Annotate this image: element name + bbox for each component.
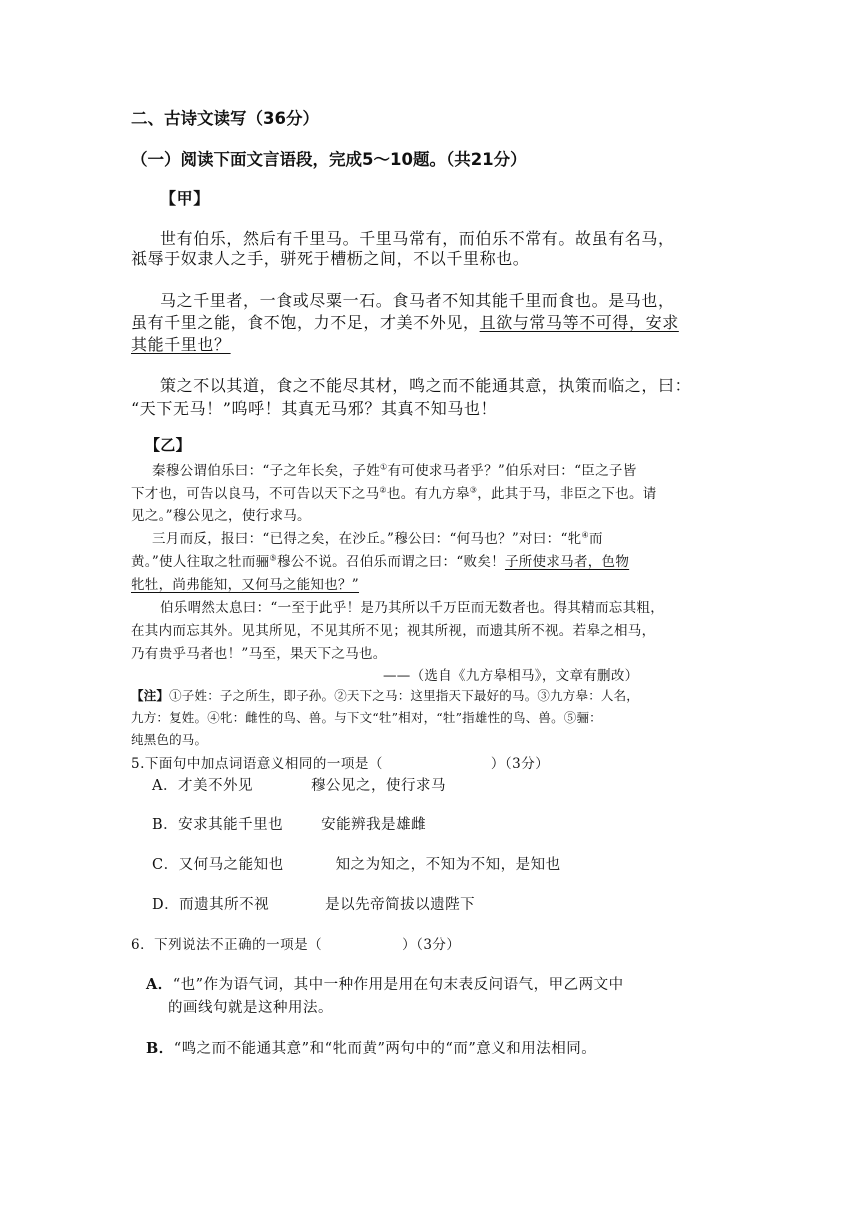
yi-line1 [152, 459, 637, 479]
yi-line7: 伯乐喟然太息曰：“一至于此乎！是乃其所以千万臣而无数者也。得其精而忘其粗， [160, 600, 665, 616]
yi-underlined-sentence-part2: 牝牡，尚弗能知，又何马之能知也？” [131, 577, 360, 593]
jia-p2-line2 [131, 310, 679, 333]
jia-p1-line1: 世有伯乐，然后有千里马。千里马常有，而伯乐不常有。故虽有名马， [160, 229, 675, 248]
notes-line1-text: ①子姓：子之所生，即子孙。②天下之马：这里指天下最好的马。③九方皋：人名， [169, 688, 640, 703]
q5-option-a-left: A．才美不外见 [152, 778, 253, 794]
yi-underlined-sentence-part1: 子所使求马者，色物 [504, 554, 630, 570]
q5-stem-text: 5.下面句中加点词语意义相同的一项是（ [131, 756, 383, 772]
q5-option-b-left: B．安求其能千里也 [152, 817, 284, 833]
section-title: 二、古诗文读写（36分） [131, 109, 319, 128]
yi-line1-a: 秦穆公谓伯乐曰：“子之年长矣，子姓 [152, 463, 381, 479]
jia-p2-line1: 马之千里者，一食或尽粟一石。食马者不知其能千里而食也。是马也， [160, 291, 675, 310]
yi-line2-c: ，此其于马，非臣之下也。请 [477, 486, 657, 502]
q5-option-b [152, 813, 426, 834]
jia-p2-line2-plain: 虽有千里之能，食不饱，力不足，才美不外见， [131, 313, 480, 332]
q5-option-c-right: 知之为知之，不知为不知，是知也 [335, 857, 561, 873]
q6-option-a-label: A． [146, 976, 173, 993]
yi-line1-b: 有可使求马者乎？”伯乐对曰：“臣之子皆 [387, 463, 637, 479]
q6-option-a-line2: 的画线句就是这种用法。 [168, 1000, 333, 1016]
q5-option-c [152, 853, 561, 874]
yi-line3: 见之。”穆公见之，使行求马。 [131, 508, 311, 524]
q5-option-d-left: D．而遗其所不视 [152, 897, 270, 913]
q6-stem-tail: ）（3分） [402, 937, 461, 953]
jia-label: 【甲】 [160, 189, 210, 208]
q6-option-b-text: “鸣之而不能通其意”和“牝而黄”两句中的“而”意义和用法相同。 [173, 1041, 597, 1057]
jia-p3-line1: 策之不以其道，食之不能尽其材，鸣之而不能通其意，执策而临之，曰： [160, 376, 692, 395]
q5-option-d-right: 是以先帝简拔以遗陛下 [325, 897, 476, 913]
notes-line3: 纯黑色的马。 [131, 732, 208, 747]
q6-stem [131, 933, 460, 953]
yi-line2 [131, 482, 657, 502]
q5-stem-tail: ）（3分） [490, 756, 550, 772]
q5-option-a [152, 774, 446, 795]
yi-line5-b: 穆公不说。召伯乐而谓之曰：“败矣！ [276, 554, 505, 570]
yi-line5 [131, 550, 629, 570]
note-ref-2: ② [379, 485, 387, 495]
yi-line2-b: 也。有九方皋 [386, 486, 470, 502]
notes-line2: 九方：复姓。④牝：雌性的鸟、兽。与下文“牡”相对，“牡”指雄性的鸟、兽。⑤骊： [131, 710, 602, 725]
q5-option-a-right: 穆公见之，使行求马 [310, 778, 446, 794]
jia-p3-line2: “天下无马！”呜呼！其真无马邪？其真不知马也！ [131, 399, 498, 418]
yi-line4-a: 三月而反，报曰：“已得之矣，在沙丘。”穆公曰：“何马也？”对曰：“牝 [152, 531, 582, 547]
yi-line4 [152, 527, 603, 547]
note-ref-4: ④ [581, 530, 589, 540]
yi-label: 【乙】 [145, 436, 191, 454]
q6-option-b [146, 1037, 596, 1058]
yi-line4-b: 而 [588, 531, 603, 547]
q6-option-a-line1 [146, 973, 624, 994]
q6-option-b-label: B． [146, 1040, 174, 1057]
yi-source: ——（选自《九方皋相马》，文章有删改） [383, 668, 639, 684]
q5-stem [131, 752, 549, 772]
jia-underlined-sentence-part2: 其能千里也？ [131, 335, 231, 354]
jia-p1-line2: 祗辱于奴隶人之手，骈死于槽枥之间，不以千里称也。 [131, 249, 530, 268]
notes-line1 [131, 686, 639, 704]
yi-line2-a: 下才也，可告以良马，不可告以天下之马 [131, 486, 380, 502]
note-ref-1: ① [380, 462, 388, 472]
notes-label: 【注】 [131, 688, 170, 703]
q5-option-b-right: 安能辨我是雄雌 [321, 817, 427, 833]
yi-line5-a: 黄。”使人往取之牡而骊 [131, 554, 270, 570]
note-ref-5: ⑤ [269, 553, 277, 563]
note-ref-3: ③ [469, 485, 478, 495]
yi-line8: 在其内而忘其外。见其所见，不见其所不见；视其所视，而遗其所不视。若皋之相马， [131, 623, 656, 639]
subsection-title: （一）阅读下面文言语段，完成5～10题。（共21分） [131, 150, 527, 169]
q6-stem-text: 6．下列说法不正确的一项是（ [131, 937, 323, 953]
jia-underlined-sentence-part1: 且欲与常马等不可得，安求 [479, 313, 679, 332]
yi-line9: 乃有贵乎马者也！”马至，果天下之马也。 [131, 646, 387, 662]
q5-option-c-left: C．又何马之能知也 [152, 857, 284, 873]
q5-option-d [152, 893, 475, 914]
q6-option-a-text1: “也”作为语气词，其中一种作用是用在句末表反问语气，甲乙两文中 [172, 977, 624, 993]
